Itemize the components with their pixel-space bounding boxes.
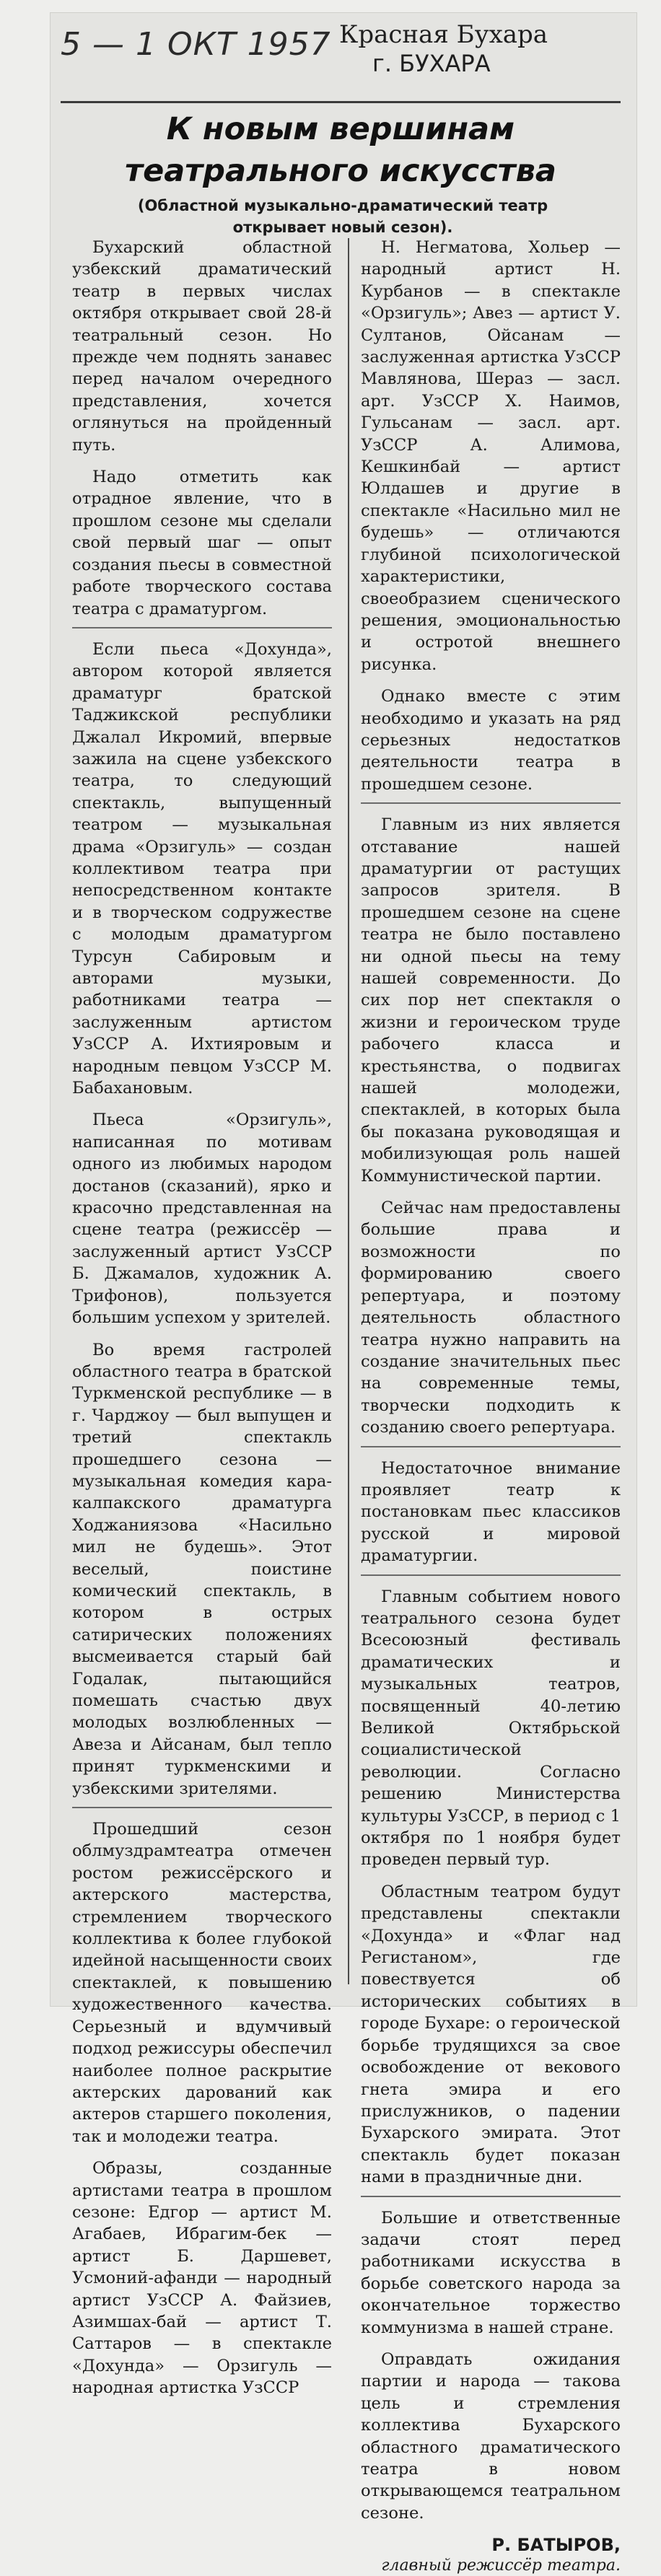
article-paragraph: Главным из них является отставание нашей драматургии от растущих запросов зрителя. В прошедшем сезоне на сцене театра не было поставлено ни одной пьесы на тему нашей современности. До сих пор нет спектакля о жизни и героическом труде рабочего класса и крестьянства, о подвигах нашей молодежи, спектаклей, в которых была бы показана руководящая и мобилизующая роль нашей Коммунистической партии. [361, 815, 621, 1186]
column-divider [348, 238, 349, 1984]
article-subtitle: (Областной музыкально-драматический театр открывает новый сезон). [137, 197, 548, 236]
article-paragraph: Главным событием нового театрального сезона будет Всесоюзный фестиваль драматических и музыкальных театров, посвященный 40-летию Великой Октябрьской социалистической революции. Согласно решению Министерства культуры УзССР, в период с 1 октября по 1 ноября будет проведен первый тур. [361, 1587, 621, 1870]
article-paragraph: Оправдать ожидания партии и народа — такова цель и стремления коллектива Бухарского областного драматического театра в новом открывающемся театральном сезоне. [361, 2349, 621, 2523]
article-paragraph: Образы, созданные артистами театра в прошлом сезоне: Едгор — артист М. Агабаев, Ибрагим-бек — артист Б. Даршевет, Усмоний-афанди — народный артист УзССР А. Файзиев, Азимшах-бай — артист Т. Саттаров — в спектакле «Дохунда» — Орзигуль — народная артистка УзССР [72, 2159, 332, 2398]
article-paragraph: Если пьеса «Дохунда», автором которой является драматург братской Таджикской республики Джалал Икромий, впервые зажила на сцене узбекского театра, то следующий спектакль, выпущенный театром — музыкальная драма «Орзигуль» — создан коллективом театра при непосредственном контакте и в творческом содружестве с молодым драматургом Турсун Сабировым и авторами музыки, работниками театра — заслуженным артистом УзССР А. Ихтияровым и народным певцом УзССР М. Бабахановым. [72, 639, 332, 1098]
newspaper-city: г. БУХАРА [372, 50, 491, 77]
article-paragraph: Недостаточное внимание проявляет театр к постановкам пьес классиков русской и мировой драматургии. [361, 1458, 621, 1576]
article-paragraph: Прошедший сезон облмуздрамтеатра отмечен ростом режиссёрского и актерского мастерства, стремлением творческого коллектива к более глубокой идейной насыщенности своих спектаклей, к повышению художественного качества. Серьезный и вдумчивый подход режиссуры обеспечил наиболее полное раскрытие актерских дарований как актеров старшего поколения, так и молодежи театра. [72, 1820, 332, 2146]
date-stamp: 5 — 1 ОКТ 1957 [61, 26, 331, 63]
left-column [72, 237, 332, 2409]
newspaper-name: Красная Бухара [339, 20, 548, 49]
author-name: Р. БАТЫРОВ, [491, 2535, 621, 2556]
article-paragraph: Пьеса «Орзигуль», написанная по мотивам одного из любимых народом достанов (сказаний), ярко и красочно представленная на сцене театра (режиссёр — заслуженный артист УзССР Б. Джамалов, художник А. Трифонов), пользуется большим успехом у зрителей. [72, 1110, 332, 1328]
newspaper-stamp [339, 20, 548, 78]
top-rule [61, 101, 621, 103]
article-headline: К новым вершинам театрального искусства [125, 111, 556, 189]
article-paragraph: Большие и ответственные задачи стоят перед работниками искусства в борьбе советского народа за окончательное торжество коммунизма в нашей стране. [361, 2208, 621, 2337]
article-paragraph: Сейчас нам предоставлены большие права и возможности по формированию своего репертуара, и поэтому деятельность областного театра нужно направить на создание значительных пьес на современные темы, творчески подходить к созданию своего репертуара. [361, 1197, 621, 1447]
article-paragraph: Во время гастролей областного театра в братской Туркменской республике — в г. Чарджоу — был выпущен и третий спектакль прошедшего сезона — музыкальная комедия кара-калпакского драматурга Ходжаниязова «Насильно мил не будешь». Этот веселый, поистине комический спектакль, в котором в острых сатирических положениях высмеивается старый бай Годалак, пытающийся помешать счастью двух молодых возлюбленных — Авеза и Айсанам, был тепло принят туркменскими и узбекскими зрителями. [72, 1339, 332, 1809]
article-paragraph: Бухарский областной узбекский драматический театр в первых числах октября открывает свой 28-й театральный сезон. Но прежде чем поднять занавес перед началом очередного представления, хочется оглянуться на пройденный путь. [72, 238, 332, 455]
article-paragraph: Н. Негматова, Хольер — народный артист Н. Курбанов — в спектакле «Орзигуль»; Авез — артист У. Султанов, Ойсанам — заслуженная артистка УзССР Мавлянова, Шераз — засл. арт. УзССР Х. Наимов, Гульсанам — засл. арт. УзССР А. Алимова, Кешкинбай — артист Юлдашев и другие в спектакле «Насильно мил не будешь» — отличаются глубиной психологической характеристики, своеобразием сценического решения, эмоциональностью и остротой внешнего рисунка. [361, 238, 621, 674]
article-paragraph: Надо отметить как отрадное явление, что в прошлом сезоне мы сделали свой первый шаг — опыт создания пьесы в совместной работе творческого состава театра с драматургом. [72, 466, 332, 628]
article-paragraph: Областным театром будут представлены спектакли «Дохунда» и «Флаг над Регистаном», где повествуется об исторических событиях в городе Бухаре: о героической борьбе трудящихся за свое освобождение от векового гнета эмира и его прислужников, о падении Бухарского эмирата. Этот спектакль будет показан нами в праздничные дни. [361, 1881, 621, 2197]
author-role: главный режиссёр театра. [381, 2557, 621, 2575]
right-column [361, 237, 621, 2576]
article-paragraph: Однако вместе с этим необходимо и указать на ряд серьезных недостатков деятельности театра в прошедшем сезоне. [361, 685, 621, 804]
